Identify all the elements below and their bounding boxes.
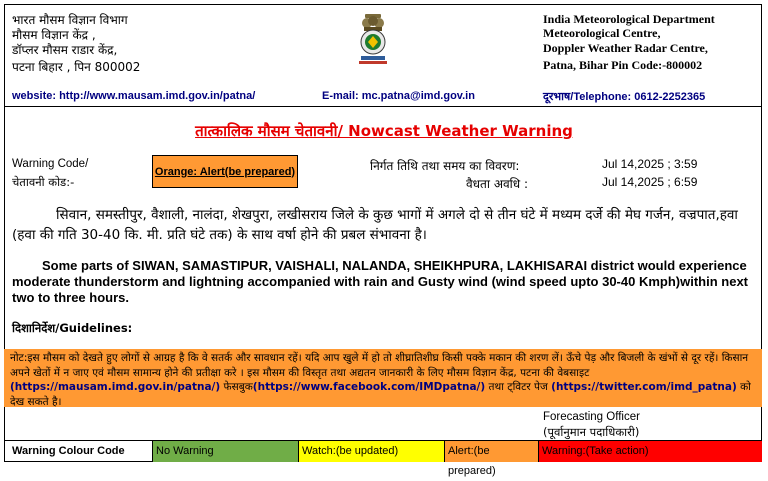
website-link-note[interactable]: (https://mausam.imd.gov.in/patna/) [10,381,221,393]
warning-text-hindi: सिवान, समस्तीपुर, वैशाली, नालंदा, शेखपुरा, लखीसराय जिले के कुछ भागों में अगले दो से तीन घंटे में मध्यम दर्जे की मेघ गर्जन, वज्रपात,हवा (हवा की गति 30-40 कि. मी. प्रति घंटे तक) के साथ वर्षा होने की प्रबल संभावना है। [12,207,738,243]
forecasting-officer-en: Forecasting Officer [543,411,640,423]
legend-label: Warning Colour Code [12,445,125,457]
warning-code-badge [152,155,298,188]
phone-label-hindi: दूरभाष [543,90,571,103]
header-left-line-4: पटना बिहार , पिन 800002 [12,60,141,74]
legend-alert: Alert:(be prepared) [444,441,538,462]
legend-watch: Watch:(be updated) [298,441,444,462]
header-left-line-3: डॉप्लर मौसम राडार केंद्र, [12,43,118,57]
header-left-line-1: भारत मौसम विज्ञान विभाग [12,13,128,27]
validity-label: वैधता अवधि : [466,177,529,191]
forecasting-officer-hi: (पूर्वानुमान पदाधिकारी) [543,425,640,439]
warning-code-label-en: Warning Code/ [12,158,89,170]
header-right-line-2: Meteorological Centre, [543,26,661,40]
guidelines-label: दिशानिर्देश/Guidelines: [12,321,133,335]
guidelines-note [4,349,762,407]
facebook-link[interactable]: (https://www.facebook.com/IMDpatna/) [252,381,486,393]
warning-text-english: Some parts of SIWAN, SAMASTIPUR, VAISHALI, NALANDA, SHEIKHPURA, LAKHISARAI district would experience moderate thunderstorm and lightning accompanied with rain and Gusty wind (wind speed upto 30-40 Kmph)within next two to three hours. [12,258,748,305]
page-title: तात्कालिक मौसम चेतावनी/ Nowcast Weather Warning [195,122,573,140]
twitter-link[interactable]: (https://twitter.com/imd_patna) [551,381,737,393]
email-link[interactable]: E-mail: mc.patna@imd.gov.in [322,90,475,102]
issue-time-label: निर्गत तिथि तथा समय का विवरण: [370,159,520,173]
header-divider [4,106,762,107]
note-text-4: को देख सकते है। [10,381,751,408]
warning-code-value: Orange: Alert(be prepared) [154,165,296,178]
header-left-line-2: मौसम विज्ञान केंद्र , [12,28,96,42]
note-text-1: नोट:इस मौसम को देखते हुए लोगों से आग्रह है कि वे सतर्क और सावधान रहें। यदि आप खुले में हो तो शीघ्रातिशीघ्र किसी पक्के मकान की शरण लें। ऊँचे पेड़ और बिजली के खंभों से दूर रहें। किसान अपने खेतों में न जाए एवं मौसम सामान्य होने की प्रतीक्षा करे । इस मौसम की विस्तृत तथा अद्यतन जानकारी के लिए मौसम विज्ञान केंद्र, पटना की वेबसाइट [10,352,749,379]
phone-number: /Telephone: 0612-2252365 [570,91,706,103]
header-right-line-4: Patna, Bihar Pin Code:-800002 [543,58,703,72]
header-right-line-3: Doppler Weather Radar Centre, [543,41,708,55]
national-emblem-icon [356,12,390,68]
legend-warning: Warning:(Take action) [538,441,762,462]
phone-text [543,89,705,104]
header-right-line-1: India Meteorological Department [543,12,715,26]
issue-time-value: Jul 14,2025 ; 3:59 [602,157,698,171]
warning-code-label-hi: चेतावनी कोड:- [12,175,75,189]
note-text-3: तथा ट्विटर पेज [485,381,552,393]
note-text-2: फेसबुक [220,381,253,393]
website-link[interactable]: website: http://www.mausam.imd.gov.in/patna/ [12,90,256,102]
legend-no-warning: No Warning [152,441,298,462]
validity-value: Jul 14,2025 ; 6:59 [602,175,698,189]
